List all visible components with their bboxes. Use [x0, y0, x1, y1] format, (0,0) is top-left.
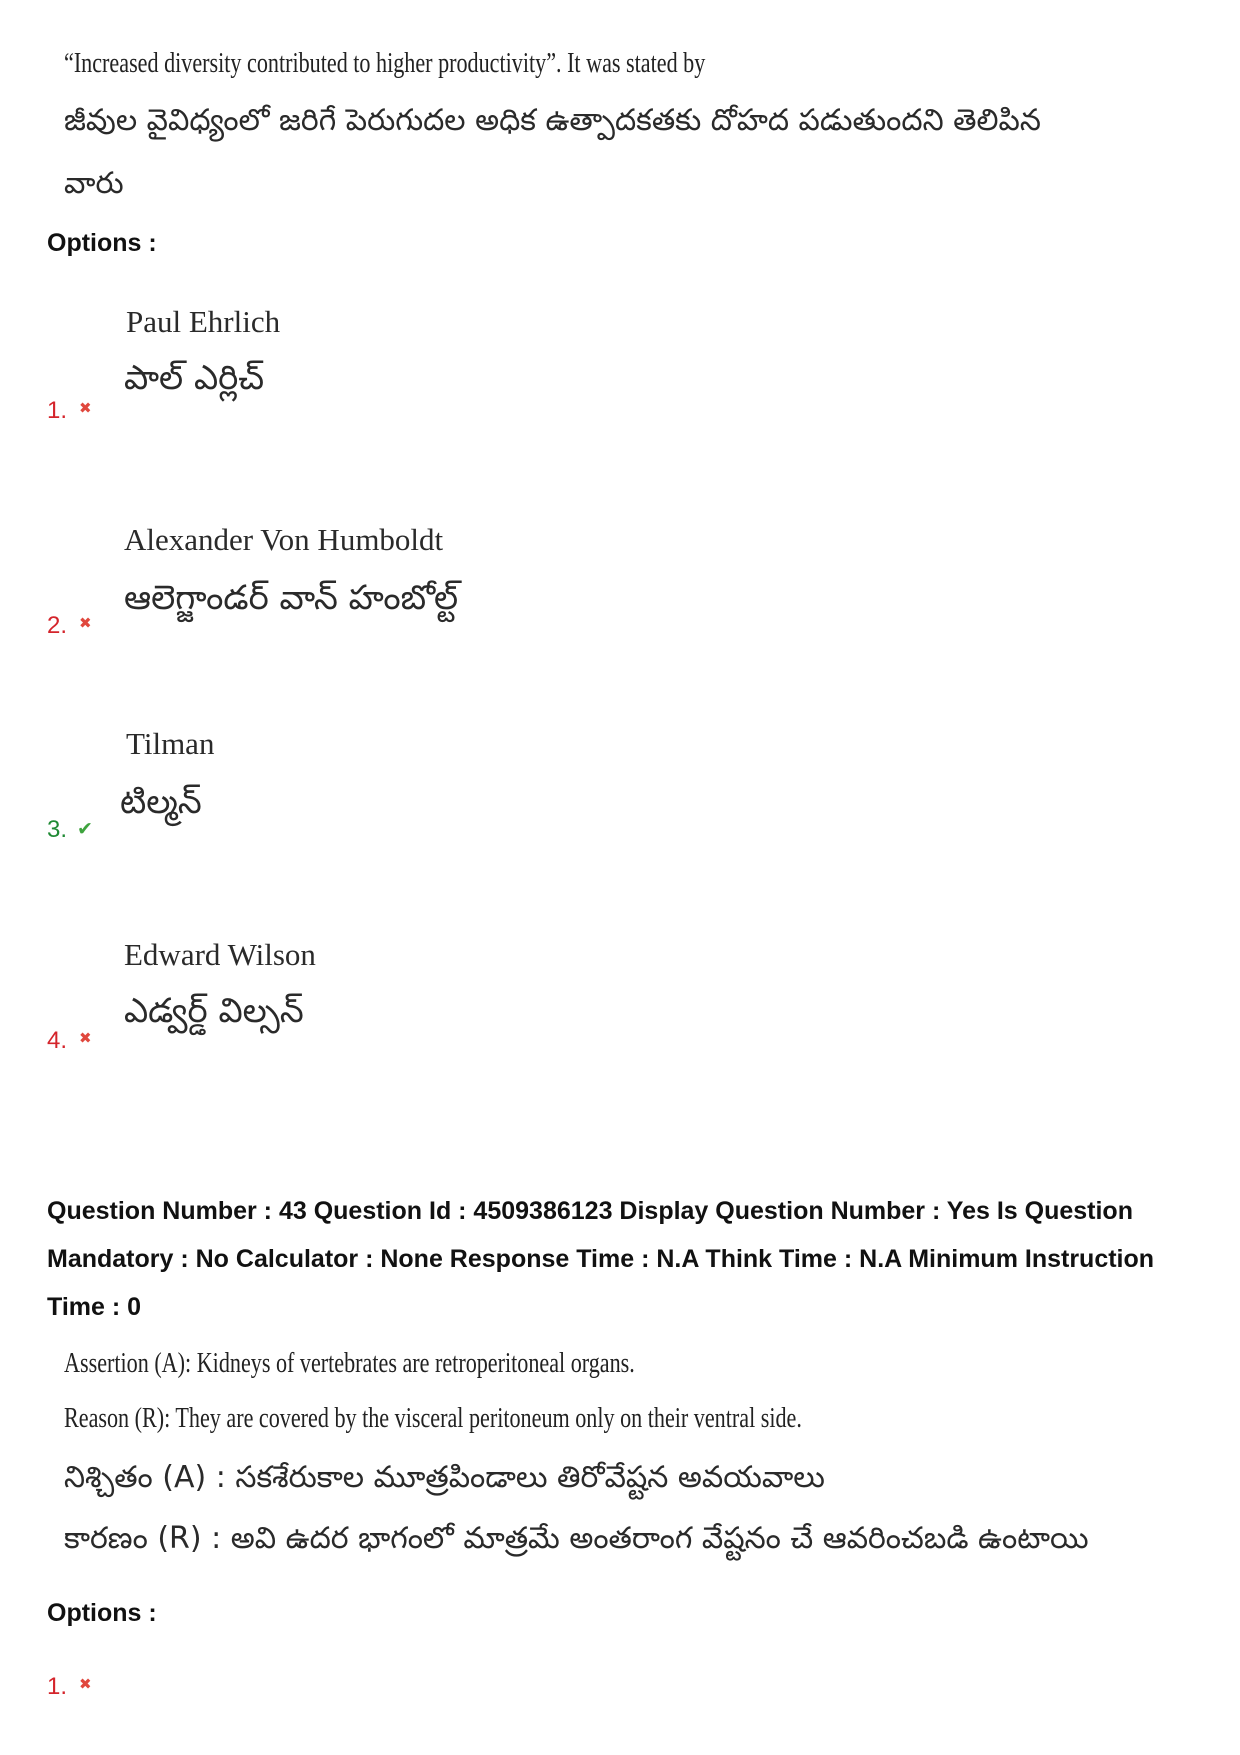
question-stem-english: “Increased diversity contributed to higher productivity”. It was stated by [64, 48, 706, 79]
option-4-number: 4. [47, 1027, 68, 1054]
option-2-number: 2. [47, 612, 68, 639]
option-1-status [47, 393, 92, 431]
question-meta-line-3: Time : 0 [47, 1293, 142, 1321]
option-2-telugu: ఆలెగ్జాండర్ వాన్ హంబోల్ట్ [124, 578, 459, 618]
question-meta-line-1: Question Number : 43 Question Id : 4509386123 Display Question Number : Yes Is Question [47, 1197, 1133, 1225]
next-option-1-status [47, 1669, 92, 1707]
cross-icon [79, 390, 92, 426]
option-4 [0, 935, 700, 1065]
option-3-status [47, 812, 93, 849]
option-1-telugu: పాల్ ఎర్లిచ్ [124, 358, 265, 398]
next-option-1 [0, 1669, 700, 1705]
question-meta-line-2: Mandatory : No Calculator : None Response Time : N.A Think Time : N.A Minimum Instruction [47, 1245, 1155, 1273]
reason-english: Reason (R): They are covered by the visceral peritoneum only on their ventral side. [64, 1403, 802, 1434]
assertion-telugu: నిశ్చితం (A) : సకశేరుకాల మూత్రపిండాలు తిరోవేష్టన అవయవాలు [64, 1460, 825, 1495]
option-2-status [47, 608, 92, 646]
option-3-telugu: టిల్మన్ [120, 782, 202, 822]
check-icon [77, 811, 93, 847]
options-heading: Options : [47, 1599, 157, 1627]
option-4-status [47, 1023, 92, 1061]
question-meta [47, 1187, 1154, 1331]
option-2-english: Alexander Von Humboldt [124, 522, 444, 557]
question-stem-telugu-line-2: వారు [64, 166, 124, 201]
question-stem-telugu-line-1: జీవుల వైవిధ్యంలో జరిగే పెరుగుదల అధిక ఉత్పాదకతకు దోహద పడుతుందని తెలిపిన [64, 103, 1041, 138]
option-3-english: Tilman [126, 726, 215, 761]
option-1-english: Paul Ehrlich [126, 304, 281, 339]
option-4-telugu: ఎడ్వర్డ్ విల్సన్ [124, 991, 304, 1031]
cross-icon [79, 605, 92, 641]
next-option-1-number: 1. [47, 1673, 68, 1700]
option-3 [0, 724, 700, 854]
assertion-english: Assertion (A): Kidneys of vertebrates are retroperitoneal organs. [64, 1348, 635, 1379]
option-4-english: Edward Wilson [124, 937, 316, 972]
cross-icon [79, 1020, 92, 1056]
option-2 [0, 520, 700, 650]
option-1 [0, 302, 700, 432]
cross-icon [79, 1666, 92, 1702]
options-heading: Options : [47, 229, 157, 257]
option-3-number: 3. [47, 816, 68, 843]
option-1-number: 1. [47, 397, 68, 424]
reason-telugu: కారణం (R) : అవి ఉదర భాగంలో మాత్రమే అంతరాంగ వేష్టనం చే ఆవరించబడి ఉంటాయి [64, 1521, 1089, 1556]
